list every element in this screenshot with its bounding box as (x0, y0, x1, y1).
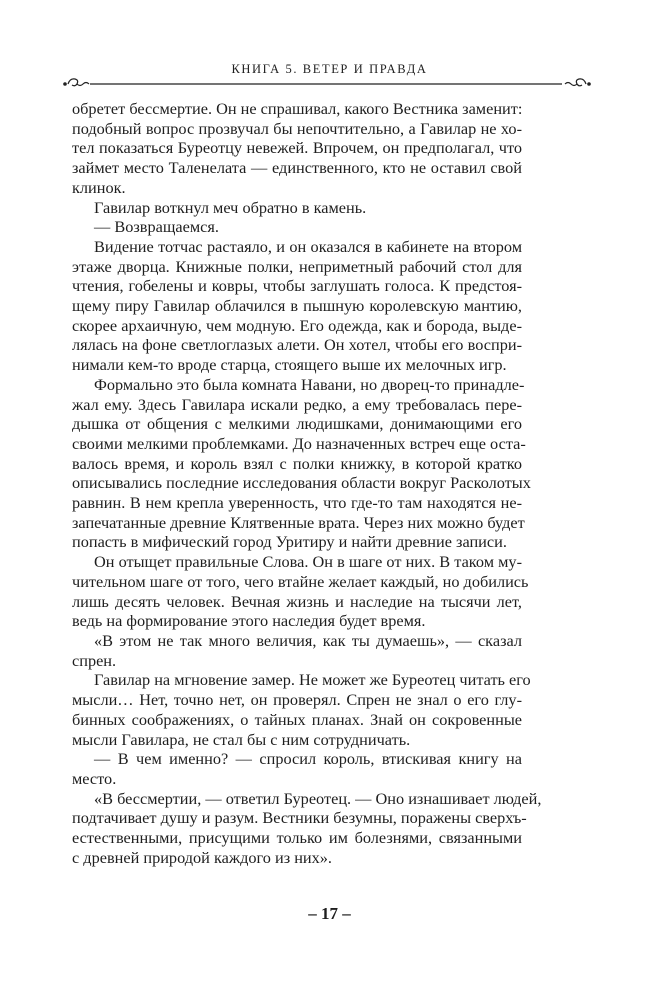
text-line: — В чем именно? — спросил король, втискивая книгу на (94, 749, 522, 769)
text-line: дышка от общения с мелкими людишками, донимающими его (72, 414, 522, 434)
paragraph (72, 99, 522, 198)
paragraph (72, 374, 531, 552)
text-line: займет место Таленелата — единственного, кто не оставил свой (72, 158, 522, 178)
paragraph (72, 631, 522, 670)
text-line: — Возвращаемся. (94, 217, 219, 237)
paragraph (72, 670, 531, 749)
text-line: своими мелкими проблемками. До назначенных встреч еще оста- (72, 433, 526, 453)
text-line: попасть в мифический город Уритиру и найти древние записи. (72, 532, 507, 552)
text-line: Видение тотчас растаяло, и он оказался в кабинете на втором (94, 236, 522, 256)
body-text (72, 99, 542, 867)
text-line: подтачивает душу и разум. Вестники безумны, поражены сверхъ- (72, 808, 527, 828)
text-line: бинных соображениях, о тайных планах. Знай он сокровенные (72, 709, 522, 729)
text-line: лялась на фоне светлоглазых алети. Он хотел, чтобы его воспри- (72, 335, 522, 355)
text-line: лишь десять человек. Вечная жизнь и наследие на тысячи лет, (72, 591, 522, 611)
paragraph (72, 552, 529, 631)
text-line: запечатанные древние Клятвенные врата. Через них можно будет (72, 512, 525, 532)
text-line: этаже дворца. Книжные полки, неприметный рабочий стол для (72, 256, 522, 276)
text-line: жал ему. Здесь Гавилара искали редко, а ему требовалась пере- (72, 394, 522, 414)
text-line: «В этом не так много величия, как ты думаешь», — сказал (94, 630, 522, 650)
text-line: чительном шаге от того, чего втайне желает каждый, но добились (72, 571, 529, 591)
text-line: Гавилар на мгновение замер. Не может же Буреотец читать его (94, 670, 531, 690)
text-line: Гавилар воткнул меч обратно в камень. (94, 197, 367, 217)
text-line: естественными, присущими только им болезнями, связанными (72, 828, 522, 848)
text-line: Формально это была комната Навани, но дворец-то принадле- (94, 374, 525, 394)
running-header: КНИГА 5. ВЕТЕР И ПРАВДА (231, 62, 428, 76)
paragraph (72, 217, 522, 237)
paragraph (72, 237, 522, 375)
ornament-dot-left-icon (63, 82, 67, 86)
text-line: мысли… Нет, точно нет, он проверял. Спрен не знал о его глу- (72, 690, 522, 710)
ornamental-header-rule (62, 74, 592, 94)
text-line: равнин. В нем крепла уверенность, что где-то там находятся не- (72, 493, 522, 513)
text-line: щему пиру Гавилар облачился в пышную королевскую мантию, (72, 296, 522, 316)
text-line: место. (72, 768, 117, 788)
text-line: спрен. (72, 650, 117, 670)
text-line: описывались последние исследования области вокруг Расколотых (72, 473, 531, 493)
text-line: обретет бессмертие. Он не спрашивал, какого Вестника заменит: (72, 99, 523, 118)
text-line: нимали кем-то вроде старца, стоящего выше их мелочных игр. (72, 355, 507, 375)
text-line: чтения, гобелены и ковры, чтобы заглушать голоса. К предстоя- (72, 276, 522, 296)
text-line: валось время, и король взял с полки книжку, в которой кратко (72, 453, 522, 473)
paragraph (72, 749, 522, 788)
paragraph (72, 788, 542, 868)
text-line: ведь на формирование этого наследия будет время. (72, 611, 426, 631)
text-line: «В бессмертии, — ответил Буреотец. — Оно изнашивает людей, (94, 788, 542, 808)
text-line: тел показаться Буреотцу невежей. Впрочем, он предполагал, что (72, 138, 522, 158)
text-line: мысли Гавилара, не стал бы с ним сотрудничать. (72, 729, 411, 749)
text-line: скорее архаичную, чем модную. Его одежда, как и борода, выде- (72, 315, 522, 335)
text-line: подобный вопрос прозвучал бы непочтительно, а Гавилар не хо- (72, 118, 522, 138)
paragraph (72, 198, 522, 218)
text-line: Он отыщет правильные Слова. Он в шаге от них. В таком му- (94, 552, 522, 572)
page-number: – 17 – (308, 904, 351, 923)
text-line: клинок. (72, 177, 126, 197)
ornament-dot-right-icon (587, 82, 591, 86)
text-line: с древней природой каждого из них». (72, 847, 332, 867)
